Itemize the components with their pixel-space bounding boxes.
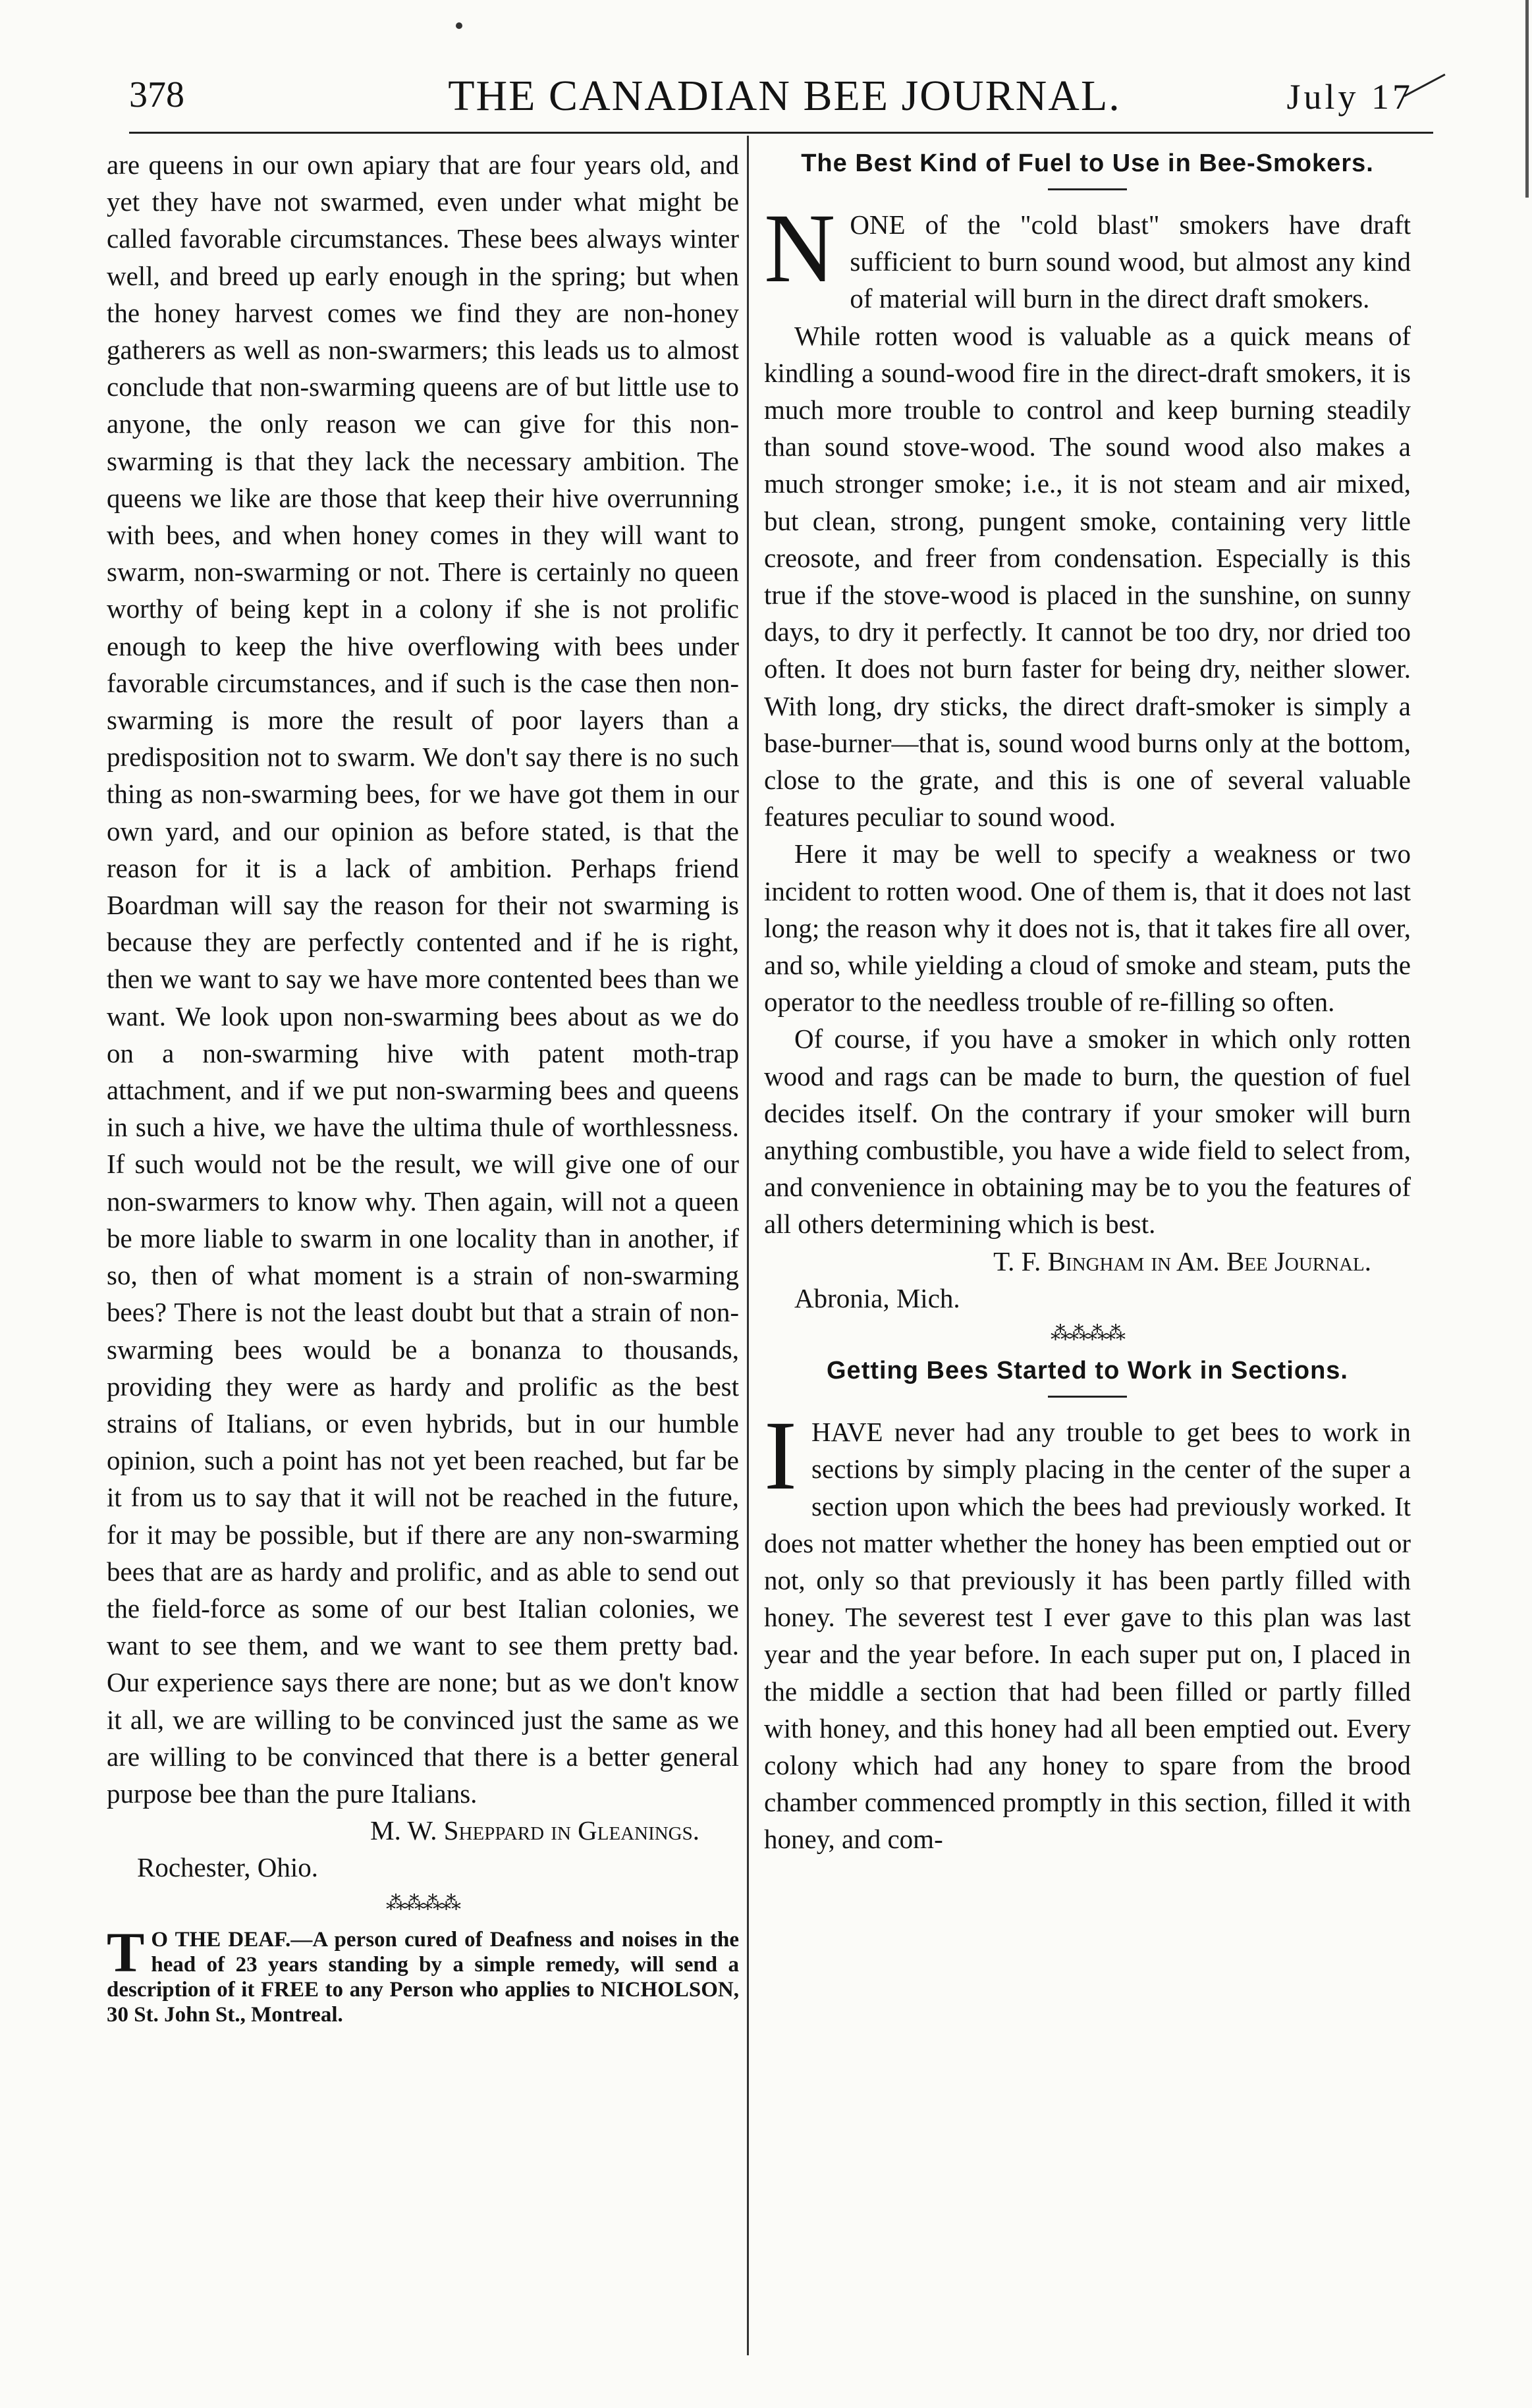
dropcap-i: I (764, 1401, 797, 1511)
fuel-para-4: Of course, if you have a smoker in which only rotten wood and rags can be made to burn, the question of fuel decides itself. On the contrary if your smoker will burn anything combustible, you have a wide field to select from, and convenience in obtaining may be to you the features of all others determining which is best. (764, 1024, 1411, 1240)
header-rule (129, 132, 1433, 134)
section-heading-fuel: The Best Kind of Fuel to Use in Bee-Smokers. (801, 150, 1374, 177)
section-heading-sections: Getting Bees Started to Work in Sections. (827, 1357, 1348, 1385)
article-signature: M. W. Sheppard in Gleanings. (370, 1815, 699, 1846)
column-divider (747, 136, 749, 2355)
page-number: 378 (129, 74, 184, 115)
notice-dropcap: T (107, 1920, 145, 1984)
dropcap-n: N (764, 194, 836, 303)
section-ornament: ⁂⁂⁂⁂ (386, 1892, 460, 1914)
left-column (107, 146, 739, 2027)
section-ornament-right: ⁂⁂⁂⁂ (1051, 1323, 1124, 1345)
heading-rule (1048, 188, 1127, 190)
fuel-place: Abronia, Mich. (794, 1282, 960, 1313)
right-column (764, 146, 1411, 1858)
sections-para-1 (764, 1401, 1411, 1857)
heading-rule-2 (1048, 1396, 1127, 1398)
print-speck (456, 22, 462, 29)
journal-title: THE CANADIAN BEE JOURNAL. (448, 72, 1121, 120)
page-edge-mark (1525, 0, 1529, 198)
notice-text: O THE DEAF.—A person cured of Deafness and noises in the head of 23 years standing by a simple remedy, will send a description of it FREE to any Person who applies to NICHOLSON, 30 St. John St., Montreal. (107, 1927, 739, 2027)
advertisement-notice (107, 1920, 739, 2027)
fuel-para-2: While rotten wood is valuable as a quick means of kindling a sound-wood fire in the direct-draft smokers, it is much more trouble to control and keep burning steadily than sound stove-wood. The sound wood also makes a much stronger smoke; i.e., it is not steam and air mixed, but clean, strong, pungent smoke, containing very little creosote, and freer from condensation. Especially is this true if the stove-wood is placed in the sunshine, on sunny days, to dry it perfectly. It cannot be too dry, nor dried too often. It does not burn faster for being dry, neither slower. With long, dry sticks, the direct draft-smoker is simply a base-burner—that is, sound wood burns only at the bottom, close to the grate, and this is one of several valuable features peculiar to sound wood. (764, 320, 1411, 833)
article-body: are queens in our own apiary that are four years old, and yet they have not swarmed, even under what might be called favorable circumstances. These bees always winter well, and breed up early enough in the spring; but when the honey harvest comes we find they are non-honey gatherers as well as non-swarmers; this leads us to almost conclude that non-swarming queens are of but little use to anyone, the only reason we can give for this non-swarming is that they lack the necessary ambition. The queens we like are those that keep their hive overrunning with bees, and when honey comes in they will want to swarm, non-swarming or not. There is certainly no queen worthy of being kept in a colony if she is not prolific enough to keep the hive overflowing with bees under favorable circumstances, and if such is the case then non-swarming is more the result of poor layers than a predisposition not to swarm. We don't say there is no such thing as non-swarming bees, for we have got them in our own yard, and our opinion as before stated, is that the reason for it is a lack of ambition. Perhaps friend Boardman will say the reason for their not swarming is because they are perfectly contented and if he is right, then we want to say we have more contented bees than we want. We look upon non-swarming bees about as we do on a non-swarming hive with patent moth-trap attachment, and if we put non-swarming bees and queens in such a hive, we have the ultima thule of worthlessness. If such would not be the result, we will give one of our non-swarmers to know why. Then again, will not a queen be more liable to swarm in one locality than in another, if so, then of what moment is a strain of non-swarming bees? There is not the least doubt but that a strain of non-swarming bees would be a bonanza to thousands, providing they were as hardy and prolific as the best strains of Italians, or even hybrids, but in our humble opinion, such a point has not yet been reached, but far be it from us to say that it will not be reached in the future, for it may be possible, but if there are any non-swarming bees that are as hardy and prolific, and as able to send out the field-force as some of our best Italian colonies, we want to see them, and we want to see them pretty bad. Our experience says there are none; but as we don't know it all, we are willing to be convinced just the same as we are willing to be convinced that there is a better general purpose bee than the pure Italians. (107, 150, 739, 1809)
fuel-para-1-text: ONE of the "cold blast" smokers have draft sufficient to burn sound wood, but almost any kind of material will burn in the direct draft smokers. (850, 209, 1411, 314)
fuel-para-3: Here it may be well to specify a weakness or two incident to rotten wood. One of them is, that it does not last long; the reason why it does not is, that it takes fire all over, and so, while yielding a cloud of smoke and steam, puts the operator to the needless trouble of re-filling so often. (764, 838, 1411, 1018)
page-header (129, 71, 1440, 124)
article-place: Rochester, Ohio. (137, 1852, 319, 1883)
issue-date: July 17 (1286, 77, 1413, 117)
fuel-signature: T. F. Bingham in Am. Bee Journal. (993, 1245, 1371, 1276)
fuel-para-1 (764, 194, 1411, 317)
sections-para-1-text: HAVE never had any trouble to get bees to work in sections by simply placing in the center of the super a section upon which the bees had previously worked. It does not matter whether the honey has been emptied out or not, only so that previously it has been partly filled with honey. The severest test I ever gave to this plan was last year and the year before. In each super put on, I placed in the middle a section that had been filled or partly filled with honey, and this honey had all been emptied out. Every colony which had any honey to spare from the brood chamber commenced promptly in this section, filled it with honey, and com- (764, 1417, 1411, 1855)
